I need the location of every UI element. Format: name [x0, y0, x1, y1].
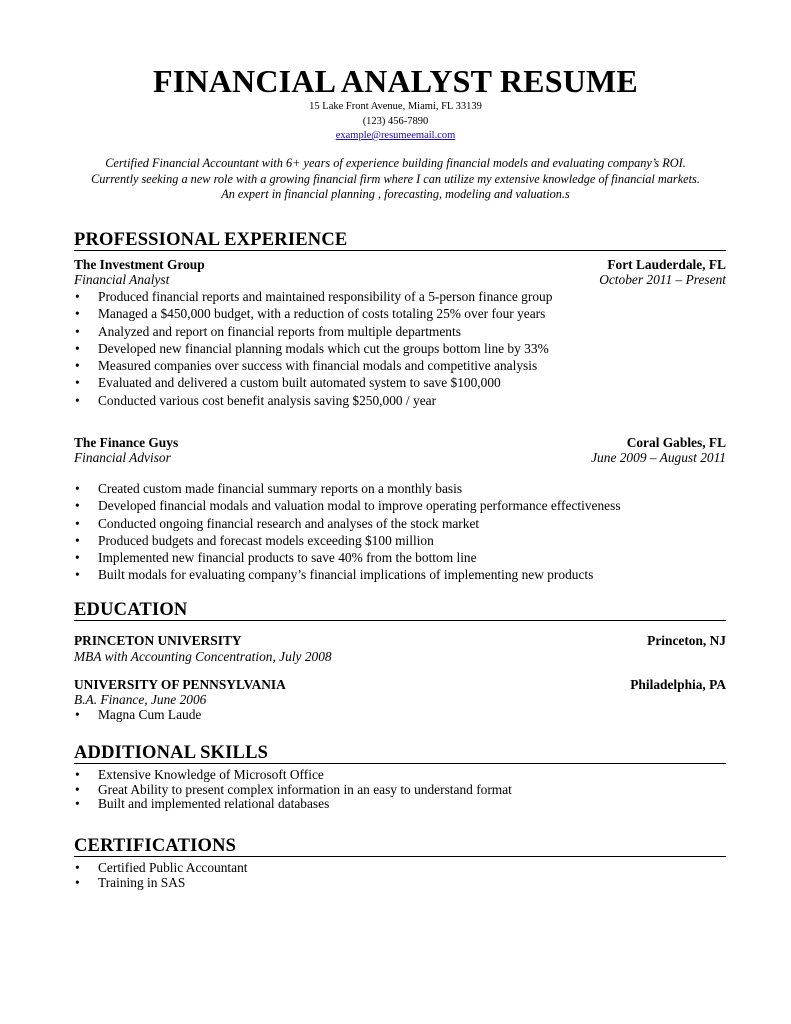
list-item: • Managed a $450,000 budget, with a reduction of costs totaling 25% over four years [74, 305, 726, 322]
list-item: • Conducted various cost benefit analysis saving $250,000 / year [74, 392, 726, 409]
education-heading: EDUCATION [74, 600, 188, 620]
contact-email-line [0, 129, 791, 143]
list-item: • Implemented new financial products to save 40% from the bottom line [74, 549, 726, 566]
list-item: • Produced budgets and forecast models exceeding $100 million [74, 532, 726, 549]
experience-heading: PROFESSIONAL EXPERIENCE [74, 230, 348, 250]
list-item: • Extensive Knowledge of Microsoft Office [74, 768, 726, 783]
contact-phone: (123) 456-7890 [362, 116, 429, 127]
list-item: • Training in SAS [74, 876, 726, 891]
list-item: • Measured companies over success with financial modals and competitive analysis [74, 357, 726, 374]
job-subheader [74, 272, 726, 288]
school-name: UNIVERSITY OF PENNSYLVANIA [74, 677, 286, 692]
list-item: • Created custom made financial summary reports on a monthly basis [74, 480, 726, 497]
section-divider [74, 856, 726, 857]
list-item: • Analyzed and report on financial reports from multiple departments [74, 323, 726, 340]
list-item: • Great Ability to present complex information in an easy to understand format [74, 783, 726, 798]
list-item: • Certified Public Accountant [74, 861, 726, 876]
job-bullets [74, 288, 726, 409]
skills-list [74, 768, 726, 812]
school-degree: B.A. Finance, June 2006 [74, 692, 207, 707]
school-degree: MBA with Accounting Concentration, July 2008 [74, 649, 332, 664]
list-item: • Developed financial modals and valuation modal to improve operating performance effectiveness [74, 497, 726, 514]
school-location: Philadelphia, PA [630, 677, 726, 692]
list-item: • Evaluated and delivered a custom built automated system to save $100,000 [74, 374, 726, 391]
job-company: The Finance Guys [74, 435, 179, 450]
list-item: • Developed new financial planning modals which cut the groups bottom line by 33% [74, 340, 726, 357]
summary-line: An expert in financial planning , forecasting, modeling and valuation.s [221, 187, 570, 201]
school-name: PRINCETON UNIVERSITY [74, 633, 242, 648]
school-location: Princeton, NJ [647, 633, 726, 648]
list-item: • Produced financial reports and maintained responsibility of a 5-person finance group [74, 288, 726, 305]
school-degree-row [74, 692, 726, 708]
section-divider [74, 250, 726, 251]
school-bullets [74, 708, 726, 723]
list-item: • Conducted ongoing financial research and analyses of the stock market [74, 515, 726, 532]
job-subheader [74, 450, 726, 466]
certifications-heading: CERTIFICATIONS [74, 836, 237, 856]
summary-line: Certified Financial Accountant with 6+ years of experience building financial models and evaluating company’s ROI. [105, 156, 686, 170]
school-header [74, 677, 726, 693]
summary-line: Currently seeking a new role with a growing financial firm where I can utilize my extensive knowledge of financial markets. [91, 171, 700, 186]
resume-title: FINANCIAL ANALYST RESUME [153, 63, 638, 99]
job-dates: June 2009 – August 2011 [591, 450, 726, 465]
job-dates: October 2011 – Present [599, 272, 726, 287]
section-divider [74, 763, 726, 764]
job-role: Financial Analyst [74, 272, 170, 287]
contact-email-link[interactable]: example@resumeemail.com [335, 130, 456, 141]
job-location: Fort Lauderdale, FL [607, 257, 726, 272]
job-role: Financial Advisor [74, 450, 171, 465]
summary [0, 156, 791, 203]
list-item: • Magna Cum Laude [74, 708, 726, 723]
skills-heading: ADDITIONAL SKILLS [74, 743, 269, 763]
list-item: • Built modals for evaluating company’s financial implications of implementing new products [74, 566, 726, 583]
list-item: • Built and implemented relational databases [74, 797, 726, 812]
job-bullets [74, 480, 726, 584]
section-divider [74, 620, 726, 621]
job-company: The Investment Group [74, 257, 205, 272]
school-header [74, 633, 726, 649]
contact-address: 15 Lake Front Avenue, Miami, FL 33139 [309, 101, 482, 112]
job-header [74, 435, 726, 451]
job-location: Coral Gables, FL [626, 435, 726, 450]
certifications-list [74, 861, 726, 890]
job-header [74, 257, 726, 273]
school-degree-row [74, 649, 726, 665]
